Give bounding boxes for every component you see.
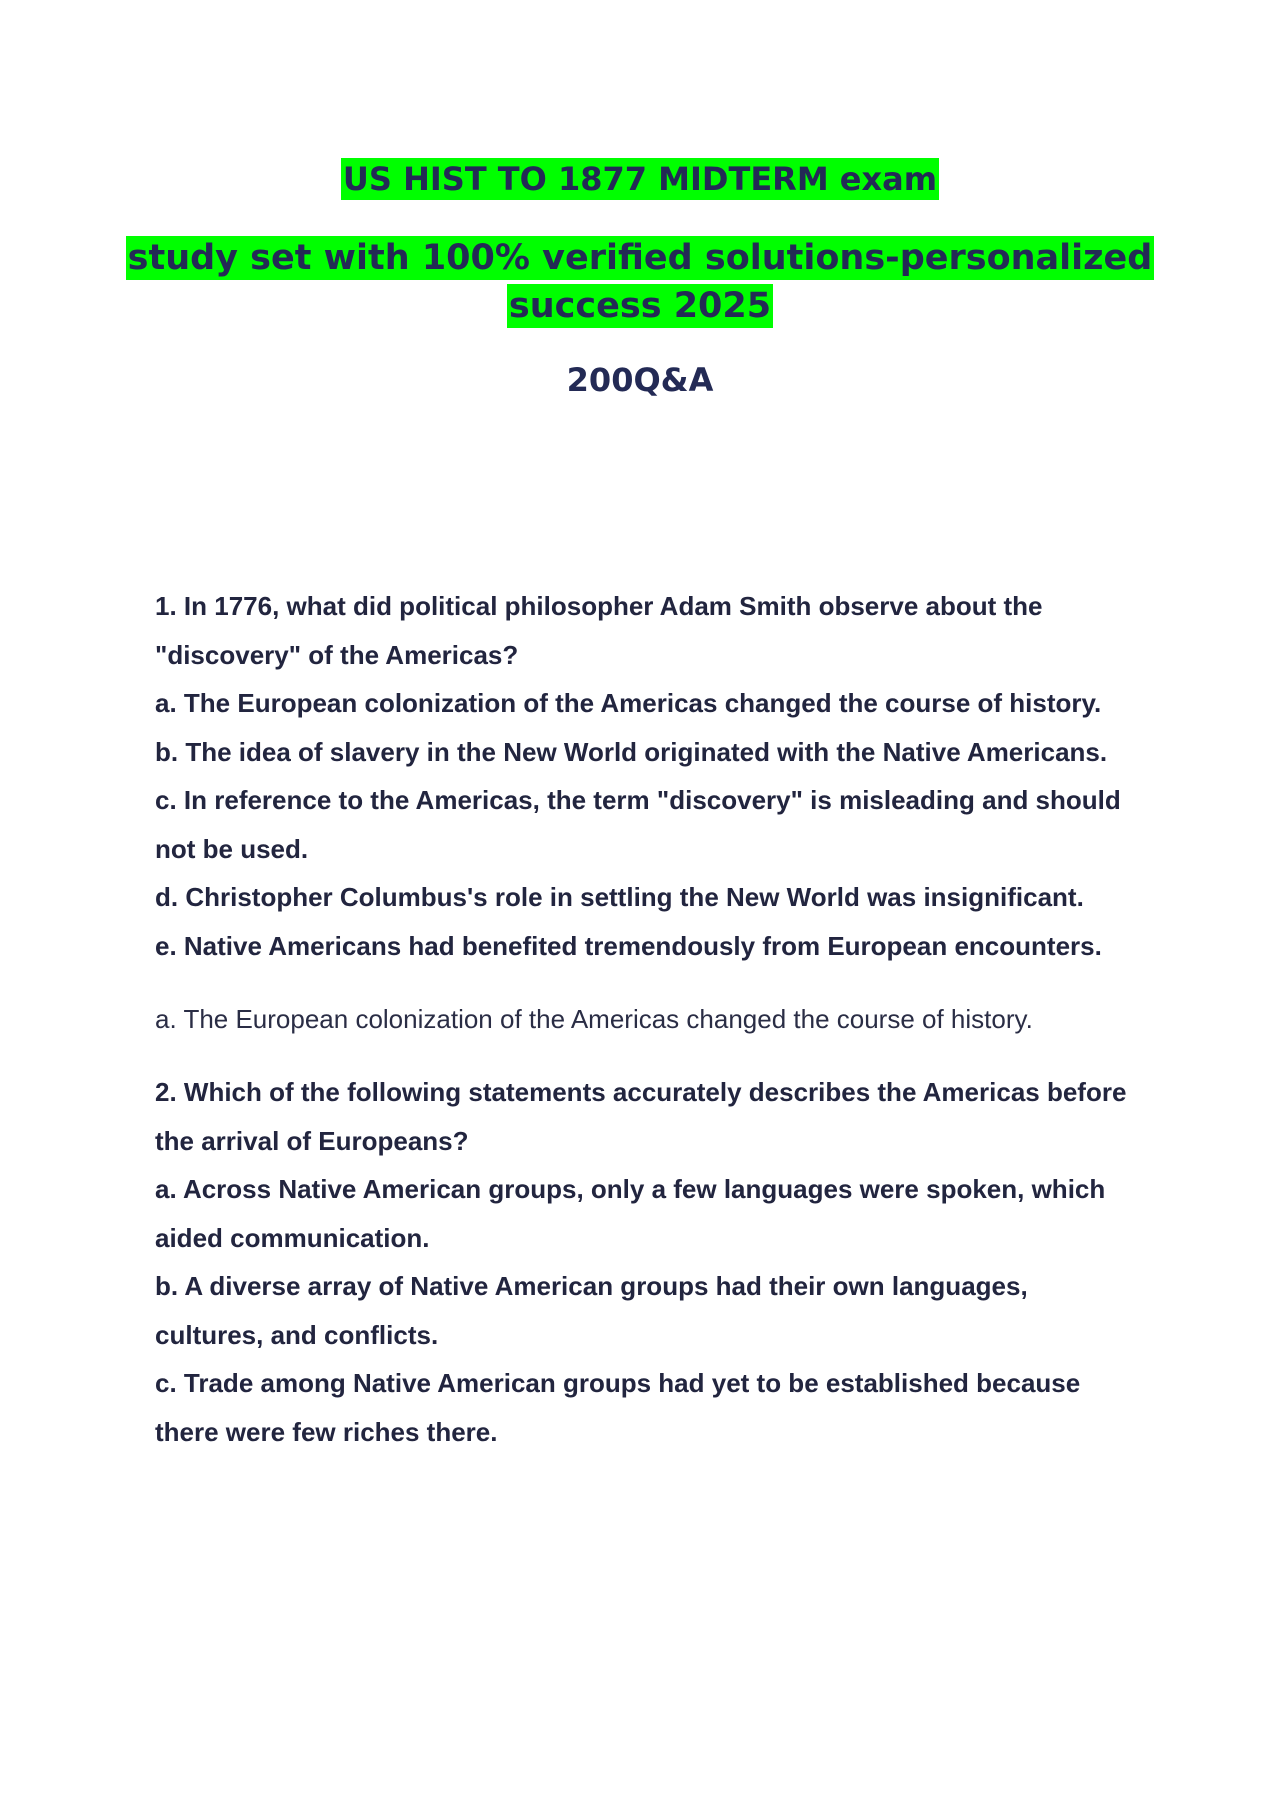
title-line-1 [0,155,1280,203]
question-text: 1. In 1776, what did political philosopher Adam Smith observe about the "discovery" of the Americas? [155,591,1043,670]
title-block [0,155,1280,404]
option: c. Trade among Native American groups had yet to be established because there were few riches there. [155,1368,1081,1447]
option: d. Christopher Columbus's role in settling the New World was insignificant. [155,882,1084,912]
title-highlight-1: US HIST TO 1877 MIDTERM exam [342,160,938,198]
option: a. Across Native American groups, only a few languages were spoken, which aided communication. [155,1174,1106,1253]
title-highlight-2b: success 2025 [508,286,772,326]
option: b. A diverse array of Native American groups had their own languages, cultures, and conflicts. [155,1271,1028,1350]
option: e. Native Americans had benefited tremendously from European encounters. [155,930,1102,961]
title-line-2 [0,234,1280,330]
subtitle: 200Q&A [566,361,714,399]
option: c. In reference to the Americas, the term "discovery" is misleading and should not be used. [155,785,1121,864]
title-highlight-2a: study set with 100% verified solutions-personalized [127,238,1153,278]
question-block [155,582,1130,1043]
answer-text: a. The European colonization of the Americas changed the course of history. [155,1004,1033,1034]
questions-list [155,582,1130,1456]
question-block [155,1068,1130,1456]
question-text: 2. Which of the following statements accurately describes the Americas before the arrival of Europeans? [155,1077,1127,1156]
option: a. The European colonization of the Americas changed the course of history. [155,688,1102,718]
option: b. The idea of slavery in the New World originated with the Native Americans. [155,736,1108,767]
